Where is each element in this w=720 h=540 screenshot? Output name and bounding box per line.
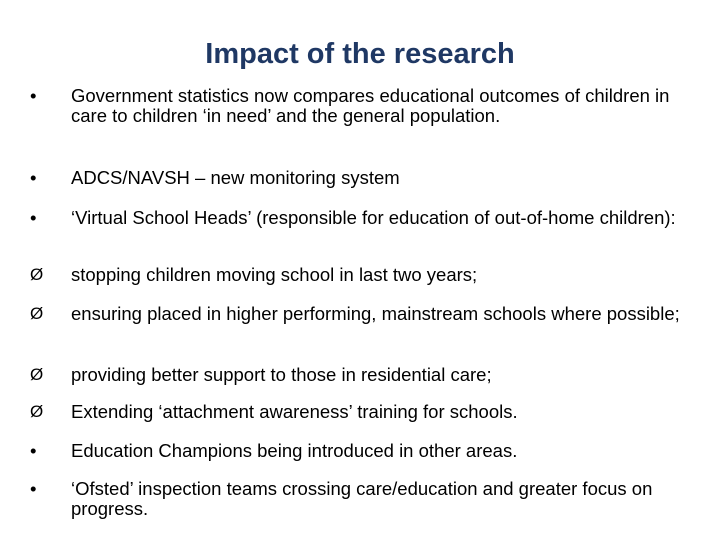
bullet-item xyxy=(30,479,701,518)
arrow-marker-icon: Ø xyxy=(30,365,44,384)
bullet-marker: • xyxy=(30,440,37,461)
bullet-text: Extending ‘attachment awareness’ training for schools. xyxy=(71,401,518,422)
arrow-item xyxy=(30,265,701,285)
bullet-text: Government statistics now compares educational outcomes of children in care to children ‘in need’ and the general population. xyxy=(71,85,670,126)
bullet-text: Education Champions being introduced in other areas. xyxy=(71,440,518,461)
bullet-marker: • xyxy=(30,478,37,499)
bullet-item xyxy=(30,441,701,461)
arrow-marker-icon: Ø xyxy=(30,265,44,284)
bullet-text: ensuring placed in higher performing, mainstream schools where possible; xyxy=(71,303,680,324)
bullet-item xyxy=(30,86,701,125)
bullet-item xyxy=(30,208,701,228)
arrow-marker-icon: Ø xyxy=(30,402,44,421)
bullet-marker: • xyxy=(30,85,37,106)
bullet-text: ADCS/NAVSH – new monitoring system xyxy=(71,167,400,188)
arrow-marker-icon: Ø xyxy=(30,304,44,323)
bullet-marker: • xyxy=(30,207,37,228)
arrow-item xyxy=(30,365,701,385)
bullet-text: providing better support to those in residential care; xyxy=(71,364,492,385)
arrow-item xyxy=(30,304,701,324)
arrow-item xyxy=(30,402,701,422)
slide-title: Impact of the research xyxy=(205,38,515,70)
bullet-text: ‘Virtual School Heads’ (responsible for education of out-of-home children): xyxy=(71,207,676,228)
bullet-marker: • xyxy=(30,167,37,188)
bullet-text: stopping children moving school in last two years; xyxy=(71,264,478,285)
bullet-text: ‘Ofsted’ inspection teams crossing care/education and greater focus on progress. xyxy=(71,478,653,519)
bullet-item xyxy=(30,168,701,188)
